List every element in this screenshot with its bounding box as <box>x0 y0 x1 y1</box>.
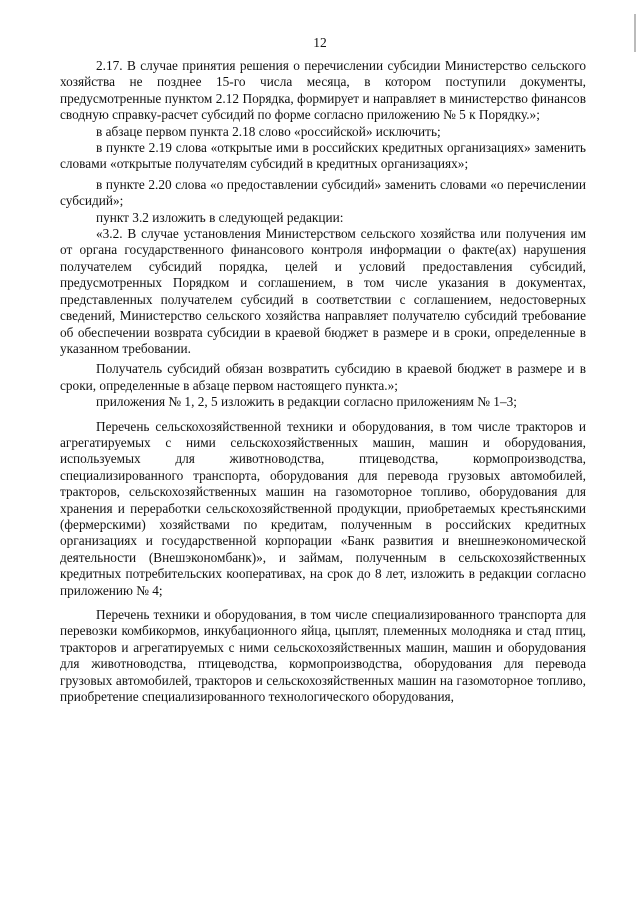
paragraph-3-2-intro: пункт 3.2 изложить в следующей редакции: <box>96 209 344 225</box>
paragraph-3-2-second: Получатель субсидий обязан возвратить субсидию в краевой бюджет в размере и в сроки, определенные в абзаце первом настоящего пункта.»; <box>60 361 586 393</box>
paragraph-list-technology: Перечень техники и оборудования, в том числе специализированного транспорта для перевозки комбикормов, инкубационного яйца, цыплят, племенных молодняка и стад птиц, тракторов и агрегатируемых с ними сельскохозяйственных машин, машин и оборудования для животноводства, птицеводства, кормопроизводства, оборудования для перевода грузовых автомобилей, тракторов и сельскохозяйственных машин на газомоторное топливо, приобретение специализированного технологического оборудования, <box>60 607 586 705</box>
document-body <box>60 58 586 705</box>
paragraph-3-2-text: «3.2. В случае установления Министерством сельского хозяйства или получения им от органа государственного финансового контроля информации о факте(ах) нарушения получателем субсидий порядка, целей и условий предоставления субсидий, предусмотренных Порядком и соглашением, в том числе указания в документах, представленных получателем субсидий в соответствии с соглашением, недостоверных сведений, Министерство сельского хозяйства направляет получателю субсидий требование об обеспечении возврата субсидии в краевой бюджет в размере и в сроки, определенные в указанном требовании. <box>60 226 586 356</box>
paragraph-2-18-amendment: в абзаце первом пункта 2.18 слово «российской» исключить; <box>96 123 441 139</box>
paragraph-2-19-amendment: в пункте 2.19 слова «открытые ими в российских кредитных организациях» заменить словами «открытые получателям субсидий в кредитных организациях»; <box>60 140 586 172</box>
paragraph-2-20-amendment: в пункте 2.20 слова «о предоставлении субсидий» заменить словами «о перечислении субсидий»; <box>60 176 586 209</box>
paragraph-list-farm-equipment: Перечень сельскохозяйственной техники и оборудования, в том числе тракторов и агрегатируемых с ними сельскохозяйственных машин, машин и оборудования, используемых для животноводства, птицеводства, кормопроизводства, специализированного транспорта, оборудования для перевода грузовых автомобилей, тракторов, сельскохозяйственных машин на газомоторное топливо, оборудования для хранения и переработки сельскохозяйственной продукции, приобретаемых крестьянскими (фермерскими) хозяйствами по кредитам, полученным в российских кредитных организациях и государственной корпорации «Банк развития и внешнеэкономической деятельности (Внешэкономбанк)», и займам, полученным в сельскохозяйственных кредитных потребительских кооперативах, на срок до 8 лет, изложить в редакции согласно приложению № 4; <box>60 418 586 598</box>
page-number: 12 <box>313 35 327 50</box>
paragraph-2-17: 2.17. В случае принятия решения о перечислении субсидии Министерство сельского хозяйства не позднее 15-го числа месяца, в котором поступили документы, предусмотренные пунктом 2.12 Порядка, формирует и направляет в министерство финансов сводную справку-расчет субсидий по форме согласно приложению № 5 к Порядку.»; <box>60 58 586 123</box>
paragraph-appendices: приложения № 1, 2, 5 изложить в редакции согласно приложениям № 1–3; <box>96 394 517 410</box>
